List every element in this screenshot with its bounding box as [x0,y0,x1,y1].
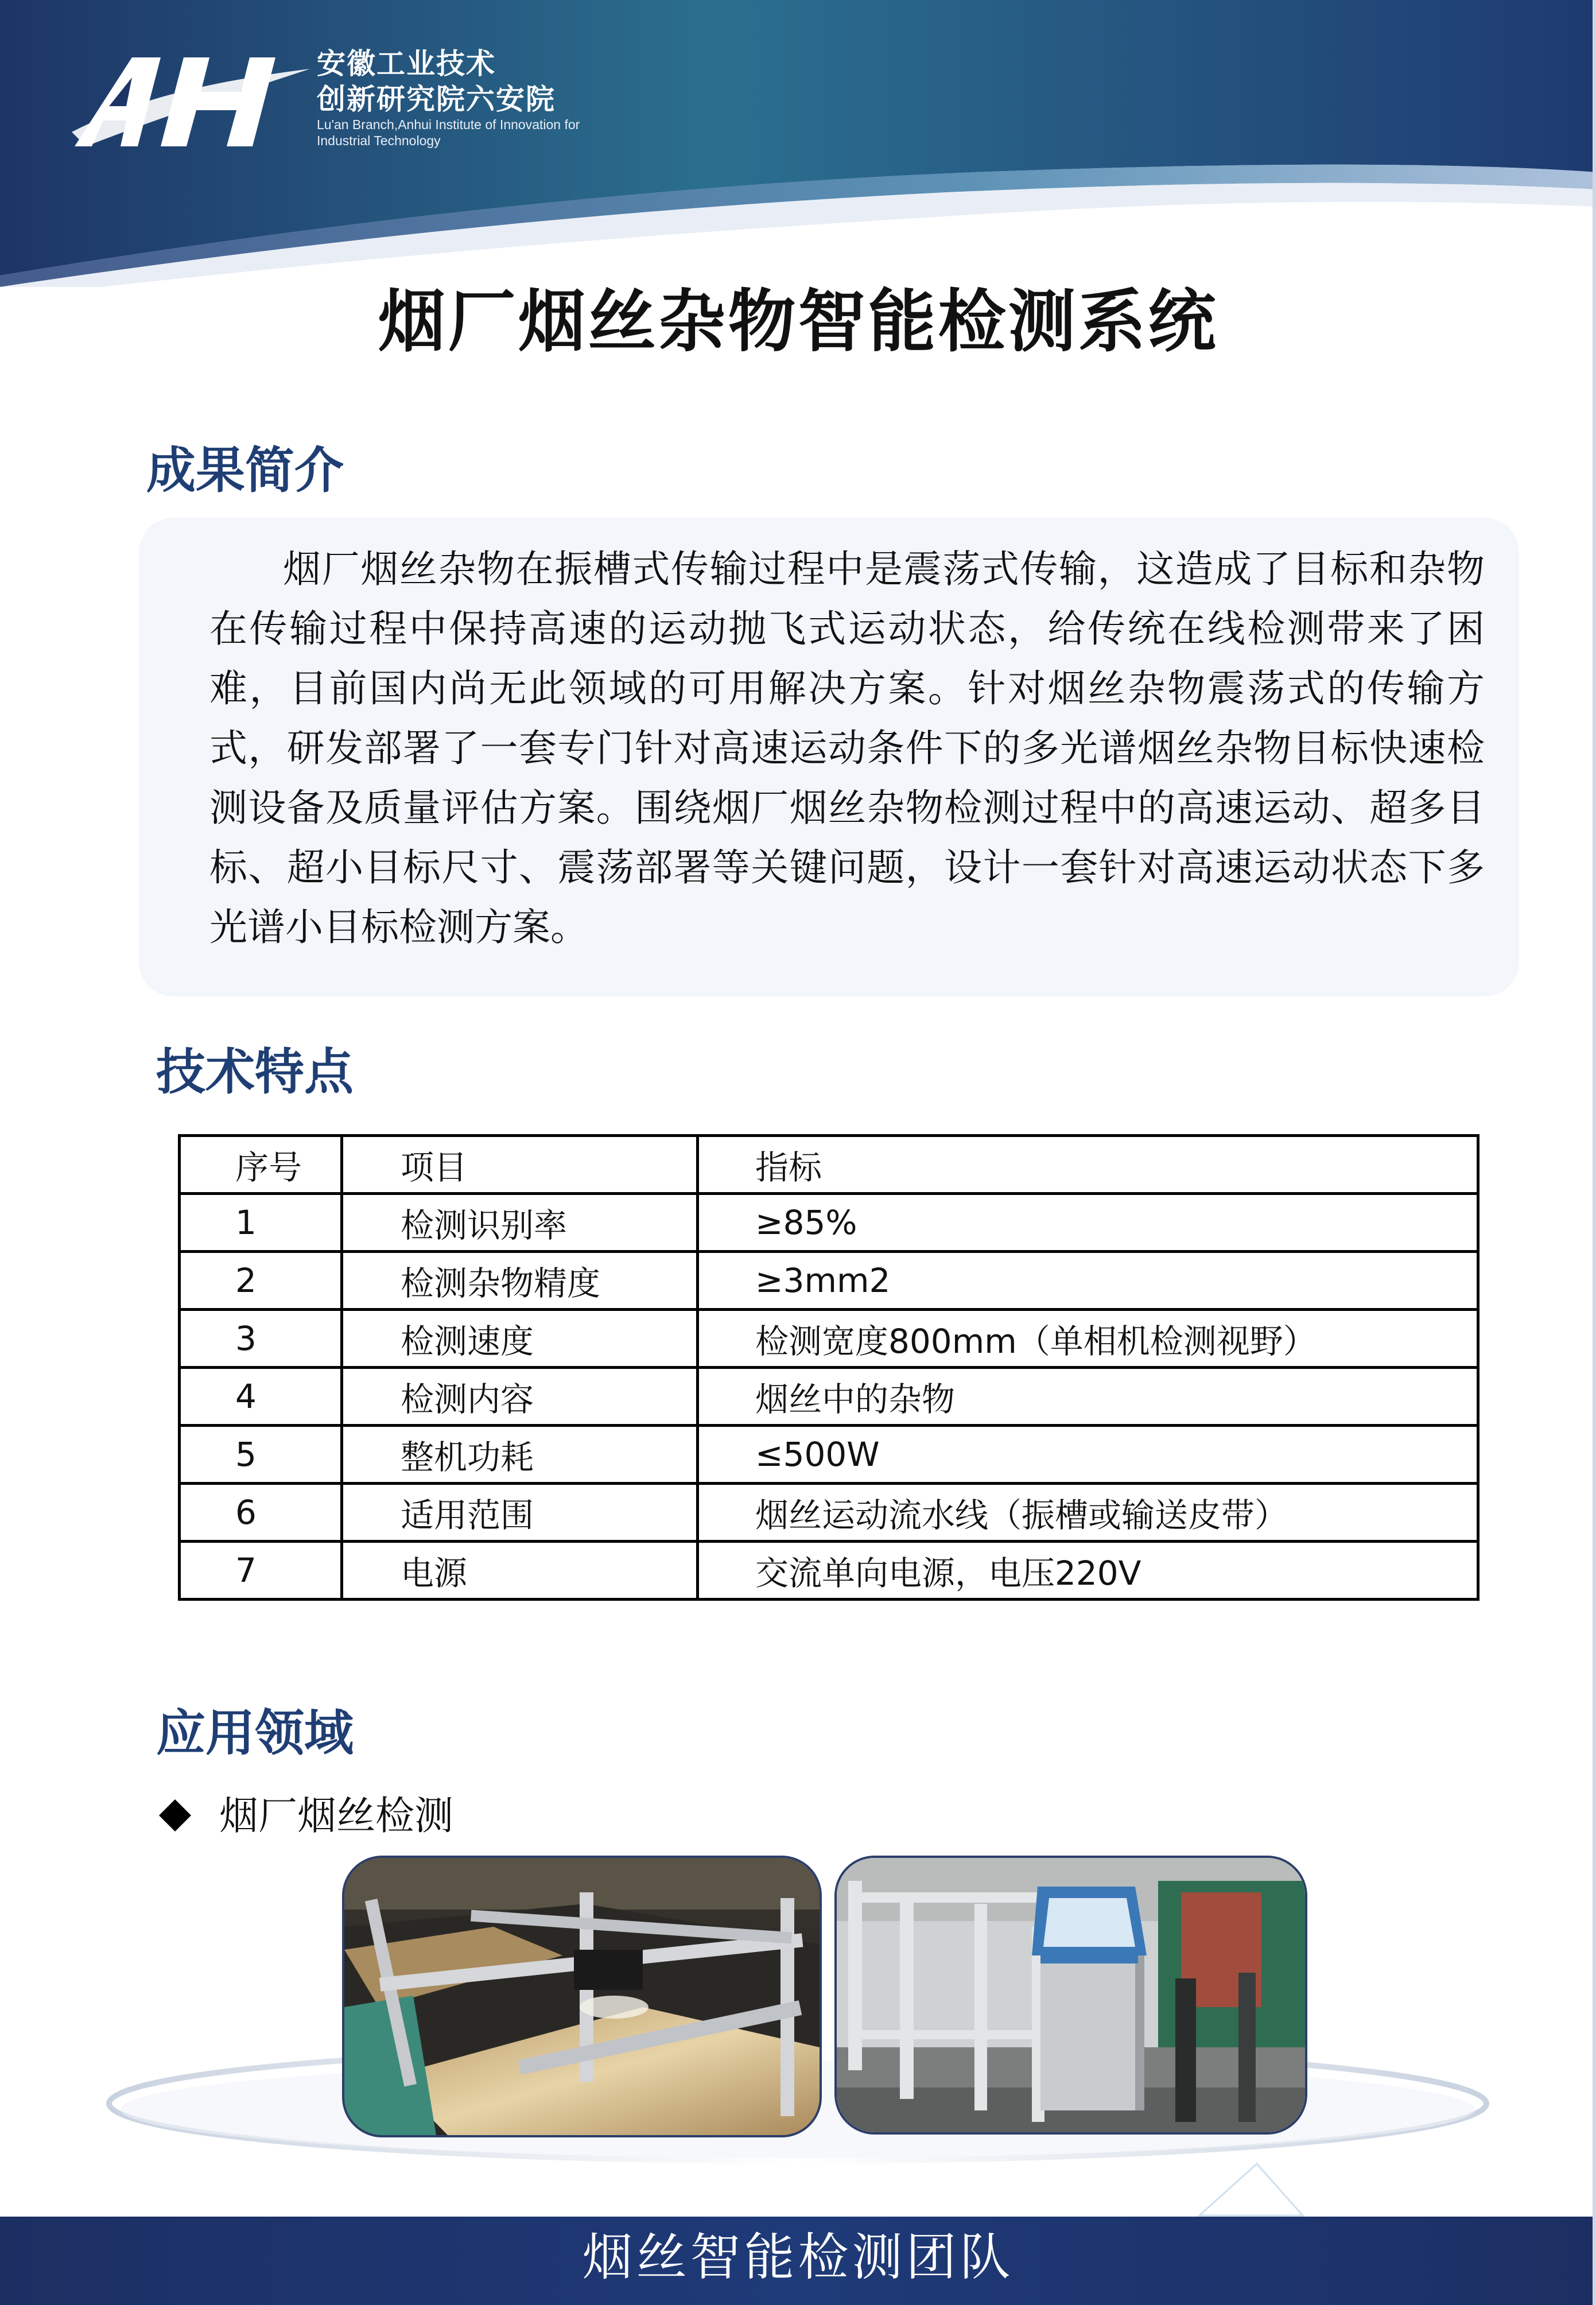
row-number: 2 [180,1252,342,1310]
page-title: 烟厂烟丝杂物智能检测系统 [378,282,1218,361]
row-metric: 交流单向电源，电压220V [698,1542,1478,1600]
institute-name-cn [317,46,556,117]
row-number: 3 [180,1310,342,1368]
table-header-row [180,1136,1478,1194]
conveyor-inspection-photo [342,1856,822,2137]
institute-logo-icon [69,46,310,149]
diamond-bullet-icon [158,1798,192,1833]
application-heading: 应用领域 [156,1705,354,1762]
column-header-no: 序号 [180,1136,342,1194]
team-name: 烟丝智能检测团队 [582,2228,1014,2287]
row-item: 电源 [342,1542,698,1600]
spec-table [178,1134,1479,1601]
column-header-item: 项目 [342,1136,698,1194]
row-item: 整机功耗 [342,1426,698,1484]
row-number: 5 [180,1426,342,1484]
institute-name-en-line2: Industrial Technology [317,133,441,148]
row-item: 检测识别率 [342,1194,698,1252]
row-metric: 烟丝运动流水线（振槽或输送皮带） [698,1484,1478,1542]
table-row [180,1252,1478,1310]
detection-terminal-photo [834,1856,1307,2135]
features-heading: 技术特点 [156,1043,354,1101]
table-row [180,1368,1478,1426]
row-item: 检测内容 [342,1368,698,1426]
row-item: 检测杂物精度 [342,1252,698,1310]
institute-name-en [317,117,580,149]
row-item: 适用范围 [342,1484,698,1542]
table-row [180,1484,1478,1542]
row-number: 7 [180,1542,342,1600]
intro-body: 烟厂烟丝杂物在振槽式传输过程中是震荡式传输，这造成了目标和杂物在传输过程中保持高速的运动抛飞式运动状态，给传统在线检测带来了困难，目前国内尚无此领域的可用解决方案。针对烟丝杂物震荡式的传输方式，研发部署了一套专门针对高速运动条件下的多光谱烟丝杂物目标快速检测设备及质量评估方案。围绕烟厂烟丝杂物检测过程中的高速运动、超多目标、超小目标尺寸、震荡部署等关键问题，设计一套针对高速运动状态下多光谱小目标检测方案。 [209,547,1485,949]
row-number: 4 [180,1368,342,1426]
column-header-metric: 指标 [698,1136,1478,1194]
row-number: 1 [180,1194,342,1252]
table-row [180,1310,1478,1368]
row-metric: ≥3mm2 [698,1252,1478,1310]
row-number: 6 [180,1484,342,1542]
page-edge [1593,0,1596,2305]
intro-heading: 成果简介 [146,442,344,499]
row-metric: 烟丝中的杂物 [698,1368,1478,1426]
footer-decoration [1194,2158,1308,2221]
table-row [180,1426,1478,1484]
row-metric: 检测宽度800mm（单相机检测视野） [698,1310,1478,1368]
row-metric: ≥85% [698,1194,1478,1252]
application-item: 烟厂烟丝检测 [219,1794,454,1839]
table-row [180,1542,1478,1600]
institute-name-line1: 安徽工业技术 [317,47,496,80]
table-row [180,1194,1478,1252]
institute-name-line2: 创新研究院六安院 [317,83,556,116]
row-item: 检测速度 [342,1310,698,1368]
institute-name-en-line1: Lu'an Branch,Anhui Institute of Innovation for [317,117,580,132]
row-metric: ≤500W [698,1426,1478,1484]
